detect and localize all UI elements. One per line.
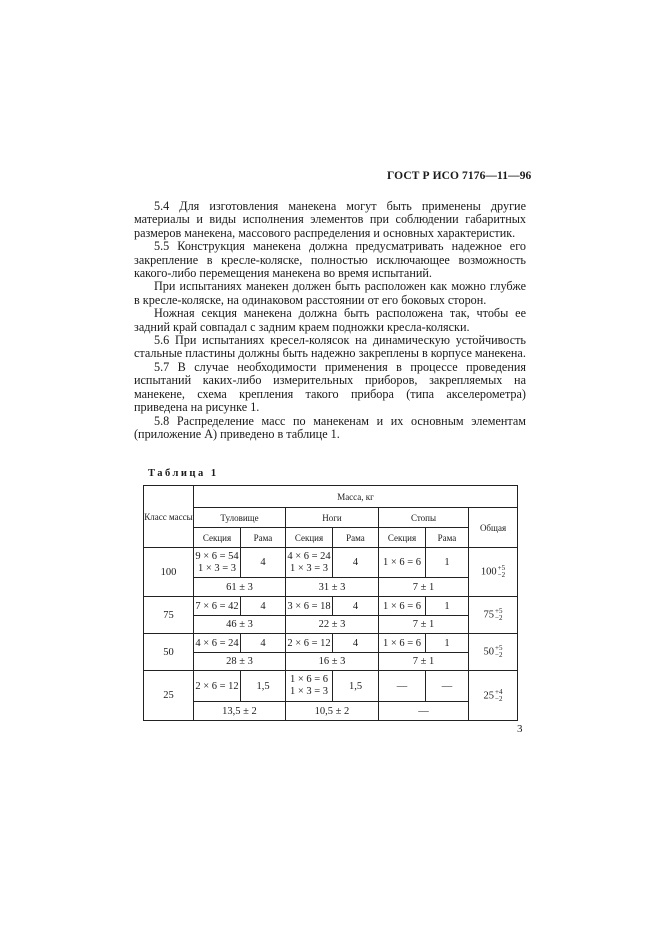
tolerance-plus: +5 bbox=[495, 644, 503, 652]
feet-sum-cell: — bbox=[379, 702, 469, 721]
header-torso-section: Секция bbox=[194, 528, 241, 548]
paragraph-5-4: 5.4 Для изготовления манекена могут быть применены другие материалы и виды исполнения элементов при соблюдении габаритных размеров манекена, массового распределения и основных характеристик. bbox=[134, 199, 526, 240]
torso-frame-cell: 4 bbox=[241, 597, 286, 616]
torso-frame-cell: 1,5 bbox=[241, 671, 286, 702]
table-row bbox=[144, 634, 518, 653]
mass-class-cell: 100 bbox=[144, 548, 194, 597]
torso-sum-cell: 46 ± 3 bbox=[194, 616, 286, 634]
feet-frame-cell: 1 bbox=[426, 548, 469, 578]
tolerance-plus: +5 bbox=[497, 564, 506, 572]
feet-section-cell: — bbox=[379, 671, 426, 702]
legs-section-line: 4 × 6 = 24 bbox=[287, 550, 331, 562]
table-row bbox=[144, 671, 518, 702]
table-row bbox=[144, 548, 518, 578]
header-legs-section: Секция bbox=[286, 528, 333, 548]
table-caption: Таблица 1 bbox=[148, 468, 219, 479]
feet-sum-cell: 7 ± 1 bbox=[379, 578, 469, 597]
table-row-subtotal bbox=[144, 578, 518, 597]
feet-section-cell: 1 × 6 = 6 bbox=[379, 548, 426, 578]
header-total: Общая bbox=[469, 508, 518, 548]
total-mass-cell bbox=[469, 597, 518, 634]
paragraph-leg-section: Ножная секция манекена должна быть расположена так, чтобы ее задний край совпадал с задним краем подножки кресла-коляски. bbox=[134, 306, 526, 334]
total-base: 75 bbox=[483, 609, 495, 621]
feet-frame-cell: 1 bbox=[426, 597, 469, 616]
feet-sum-cell: 7 ± 1 bbox=[379, 653, 469, 671]
header-legs: Ноги bbox=[286, 508, 379, 528]
header-feet: Стопы bbox=[379, 508, 469, 528]
tolerance bbox=[495, 645, 502, 659]
torso-section-cell: 2 × 6 = 12 bbox=[194, 671, 241, 702]
torso-sum-cell: 61 ± 3 bbox=[194, 578, 286, 597]
document-id-header: ГОСТ Р ИСО 7176—11—96 bbox=[387, 170, 532, 182]
torso-section-cell: 4 × 6 = 24 bbox=[194, 634, 241, 653]
header-mass-kg: Масса, кг bbox=[194, 486, 518, 508]
feet-section-cell: 1 × 6 = 6 bbox=[379, 597, 426, 616]
paragraph-5-8: 5.8 Распределение масс по манекенам и их основным элементам (приложение А) приведено в таблице 1. bbox=[134, 413, 526, 441]
legs-sum-cell: 22 ± 3 bbox=[286, 616, 379, 634]
table-row-subtotal bbox=[144, 653, 518, 671]
paragraph-5-6: 5.6 При испытаниях кресел-колясок на динамическую устойчивость стальные пластины должны быть надежно закреплены в корпусе манекена. bbox=[134, 333, 526, 361]
legs-frame-cell: 1,5 bbox=[333, 671, 379, 702]
legs-section-cell bbox=[286, 548, 333, 578]
mass-class-cell: 25 bbox=[144, 671, 194, 721]
legs-sum-cell: 16 ± 3 bbox=[286, 653, 379, 671]
page-number: 3 bbox=[517, 723, 523, 735]
tolerance-plus: +4 bbox=[495, 687, 503, 696]
legs-frame-cell: 4 bbox=[333, 548, 379, 578]
total-mass-cell bbox=[469, 671, 518, 721]
tolerance bbox=[498, 565, 505, 579]
feet-frame-cell: — bbox=[426, 671, 469, 702]
torso-sum-cell: 13,5 ± 2 bbox=[194, 702, 286, 721]
total-base: 50 bbox=[483, 646, 495, 658]
torso-section-line: 9 × 6 = 54 bbox=[195, 550, 239, 562]
legs-section-line: 1 × 3 = 3 bbox=[289, 562, 329, 574]
legs-section-cell: 3 × 6 = 18 bbox=[286, 597, 333, 616]
torso-section-line: 1 × 3 = 3 bbox=[197, 562, 237, 574]
header-mass-class: Класс массы bbox=[144, 486, 194, 548]
mass-distribution-table-container bbox=[143, 485, 517, 721]
tolerance bbox=[495, 608, 502, 622]
header-legs-frame: Рама bbox=[333, 528, 379, 548]
torso-section-cell: 7 × 6 = 42 bbox=[194, 597, 241, 616]
torso-section-cell bbox=[194, 548, 241, 578]
paragraph-5-7: 5.7 В случае необходимости применения в процессе проведения испытаний каких-либо измерительных приборов, закрепляемых на манекене, схема крепления такого прибора (типа акселерометра) приведена на рисунке 1. bbox=[134, 359, 526, 415]
header-torso-frame: Рама bbox=[241, 528, 286, 548]
table-row bbox=[144, 597, 518, 616]
tolerance-minus: −2 bbox=[495, 694, 503, 703]
feet-section-cell: 1 × 6 = 6 bbox=[379, 634, 426, 653]
header-feet-section: Секция bbox=[379, 528, 426, 548]
mass-distribution-table bbox=[143, 485, 518, 721]
total-mass-cell bbox=[469, 548, 518, 597]
paragraph-5-5: 5.5 Конструкция манекена должна предусматривать надежное его закрепление в кресле-коляске, полностью исключающее возможность какого-либо перемещения манекена во время испытаний. bbox=[134, 239, 526, 281]
tolerance bbox=[495, 689, 502, 703]
legs-section-line: 1 × 3 = 3 bbox=[289, 686, 329, 697]
torso-sum-cell: 28 ± 3 bbox=[194, 653, 286, 671]
total-base: 25 bbox=[483, 689, 495, 701]
tolerance-minus: −2 bbox=[497, 571, 506, 579]
legs-section-cell bbox=[286, 671, 333, 702]
legs-sum-cell: 10,5 ± 2 bbox=[286, 702, 379, 721]
feet-sum-cell: 7 ± 1 bbox=[379, 616, 469, 634]
total-base: 100 bbox=[480, 566, 497, 578]
table-row-subtotal bbox=[144, 702, 518, 721]
legs-frame-cell: 4 bbox=[333, 597, 379, 616]
legs-section-cell: 2 × 6 = 12 bbox=[286, 634, 333, 653]
tolerance-plus: +5 bbox=[495, 607, 503, 615]
torso-frame-cell: 4 bbox=[241, 548, 286, 578]
mass-class-cell: 50 bbox=[144, 634, 194, 671]
legs-frame-cell: 4 bbox=[333, 634, 379, 653]
header-feet-frame: Рама bbox=[426, 528, 469, 548]
torso-frame-cell: 4 bbox=[241, 634, 286, 653]
body-text bbox=[134, 200, 526, 441]
legs-section-line: 1 × 6 = 6 bbox=[289, 674, 329, 685]
table-row-subtotal bbox=[144, 616, 518, 634]
header-torso: Туловище bbox=[194, 508, 286, 528]
total-mass-cell bbox=[469, 634, 518, 671]
tolerance-minus: −2 bbox=[495, 651, 503, 659]
mass-class-cell: 75 bbox=[144, 597, 194, 634]
legs-sum-cell: 31 ± 3 bbox=[286, 578, 379, 597]
paragraph-placement: При испытаниях манекен должен быть расположен как можно глубже в кресле-коляске, на одинаковом расстоянии от его боковых сторон. bbox=[134, 279, 526, 307]
feet-frame-cell: 1 bbox=[426, 634, 469, 653]
tolerance-minus: −2 bbox=[495, 614, 503, 622]
